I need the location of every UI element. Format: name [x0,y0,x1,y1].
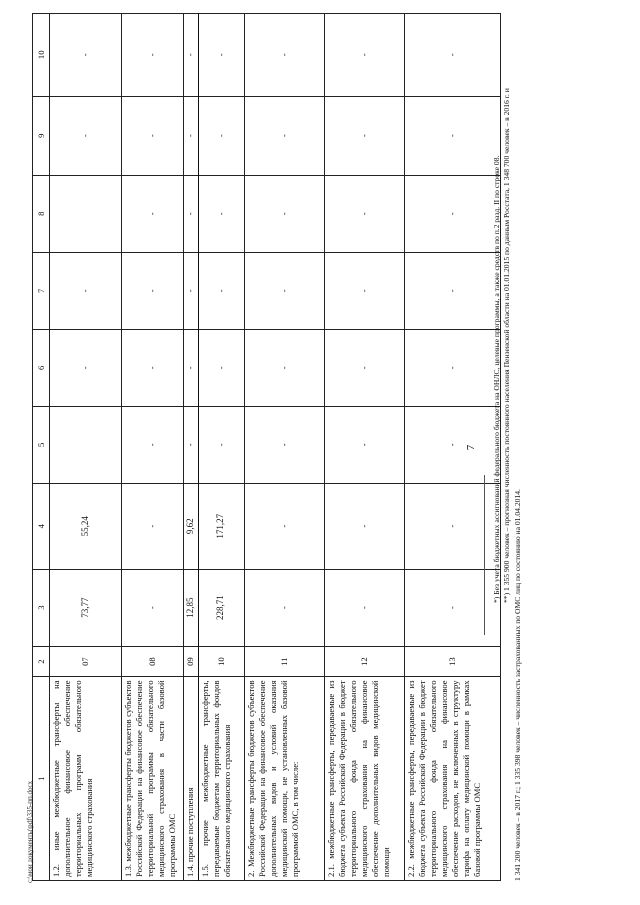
cell-value: - [244,252,324,329]
cell-value: - [404,252,500,329]
cell-value: - [244,329,324,406]
cell-value: - [198,406,244,483]
cell-value: - [404,329,500,406]
cell-value: - [50,329,122,406]
footnote: **) 1 355 900 человек – прогнозная численность постоянного населения Пензенской области на 01.01.2015 по данным Росстата, 1 348 700 человек – в 2016 г. и [502,88,512,603]
page-number: 7 [465,444,477,451]
row-description: 1.4. прочие поступления [184,677,199,881]
cell-value: 9,62 [184,483,199,569]
row-code: 09 [184,646,199,677]
table-row [198,14,244,881]
cell-value: - [122,483,184,569]
cell-value [50,406,122,483]
cell-value: - [244,483,324,569]
cell-value: - [184,252,199,329]
cell-value: 228,71 [198,569,244,646]
cell-value: - [404,175,500,252]
financing-table [32,13,501,881]
cell-value: - [404,406,500,483]
cell-value: - [404,14,500,97]
col-header: 10 [33,14,50,97]
cell-value [50,175,122,252]
row-code: 10 [198,646,244,677]
cell-value: - [244,96,324,175]
col-header: 7 [33,252,50,329]
cell-value: - [184,96,199,175]
table-row [50,14,122,881]
cell-value: - [324,569,404,646]
cell-value: - [324,175,404,252]
row-code: 11 [244,646,324,677]
rotated-page [20,0,620,895]
footnotes [492,31,523,881]
cell-value: - [184,406,199,483]
cell-value: - [324,252,404,329]
cell-value: - [184,175,199,252]
table-row [404,14,500,881]
row-description: 1.5. прочие межбюджетные трансферты, передаваемые бюджетам территориальных фондов обязательного медицинского страхования [198,677,244,881]
cell-value: 73,77 [50,569,122,646]
cell-value: - [198,175,244,252]
footnote: 1 341 200 человек – в 2017 г.; 1 335 398 человек – численность застрахованных по ОМС лиц по состоянию на 01.04.2014. [512,489,522,881]
col-header: 5 [33,406,50,483]
col-header: 9 [33,96,50,175]
cell-value: - [404,569,500,646]
cell-value: - [50,14,122,97]
table-header-row [33,14,50,881]
cell-value: - [198,252,244,329]
cell-value: - [184,329,199,406]
cell-value: - [122,252,184,329]
row-code: 08 [122,646,184,677]
cell-value: 12,85 [184,569,199,646]
cell-value: - [122,406,184,483]
footnote-divider [484,475,485,635]
row-code: 12 [324,646,404,677]
cell-value: - [324,483,404,569]
cell-value: - [198,14,244,97]
col-header: 4 [33,483,50,569]
table-row [184,14,199,881]
row-description: 2. Межбюджетные трансферты бюджетов субъектов Российской Федерации на финансовое обеспечение дополнительных видов и условий оказания медицинской помощи, не установленных базовой программой ОМС, в том числе: [244,677,324,881]
cell-value: - [244,175,324,252]
row-description: 2.2. межбюджетные трансферты, передаваемые из бюджета субъекта Российской Федерации в бюджет территориального фонда обязательного медицинского страхования на финансовое обеспечение расходов, не включенных в структуру тарифа на оплату медицинской помощи в рамках базовой программы ОМС [404,677,500,881]
cell-value: - [404,483,500,569]
cell-value: - [122,96,184,175]
cell-value: - [122,175,184,252]
cell-value: - [198,329,244,406]
cell-value: - [244,14,324,97]
col-header: 1 [33,677,50,881]
file-path-label: c:\мои документы\pdf\335-пп.docx [26,780,34,883]
cell-value: 171,27 [198,483,244,569]
col-header: 3 [33,569,50,646]
table-row [324,14,404,881]
cell-value: - [244,406,324,483]
cell-value: - [404,96,500,175]
cell-value: - [198,96,244,175]
col-header: 2 [33,646,50,677]
row-code: 07 [50,646,122,677]
col-header: 6 [33,329,50,406]
cell-value: - [122,14,184,97]
row-description: 1.3. межбюджетные трансферты бюджетов субъектов Российской Федерации на финансовое обеспечение территориальной программы обязательного медицинского страхования в части базовой программы ОМС [122,677,184,881]
cell-value: - [244,569,324,646]
row-description: 1.2. иные межбюджетные трансферты на дополнительное финансовое обеспечение территориальных программ обязательного медицинского страхования [50,677,122,881]
cell-value: - [50,96,122,175]
cell-value: - [324,329,404,406]
table-row [244,14,324,881]
cell-value: - [50,252,122,329]
cell-value: - [122,569,184,646]
cell-value: - [184,14,199,97]
cell-value: - [122,329,184,406]
cell-value: - [324,406,404,483]
cell-value: - [324,96,404,175]
col-header: 8 [33,175,50,252]
footnote: *) Без учета бюджетных ассигнований федерального бюджета на ОНЛС, целевые программы, а также средств по п.2 разд. II по строке 08. [492,155,501,603]
cell-value: 55,24 [50,483,122,569]
table-row [122,14,184,881]
row-code: 13 [404,646,500,677]
row-description: 2.1. межбюджетные трансферты, передаваемые из бюджета субъекта Российской Федерации в бюджет территориального фонда обязательного медицинского страхования на финансовое обеспечение дополнительных видов медицинской помощи [324,677,404,881]
cell-value: - [324,14,404,97]
